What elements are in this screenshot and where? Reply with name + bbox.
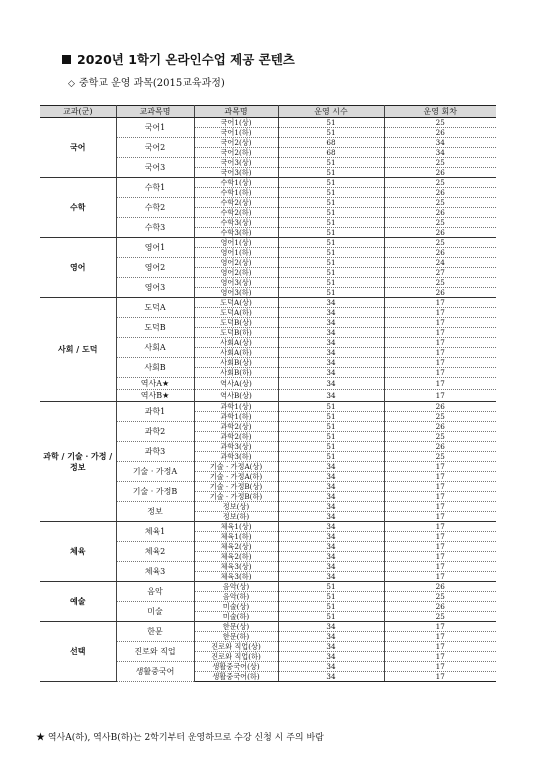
department-cell: 사회 / 도덕 [40,298,116,402]
subject-group-cell: 도덕A [116,298,194,318]
table-body [40,118,496,682]
hours-cell: 51 [278,208,384,218]
sessions-cell: 17 [384,390,496,402]
hours-cell: 34 [278,672,384,682]
course-name-cell: 미술(하) [194,612,278,622]
course-name-cell: 사회A(하) [194,348,278,358]
course-name-cell: 진로와 직업(상) [194,642,278,652]
sessions-cell: 17 [384,348,496,358]
hours-cell: 51 [278,258,384,268]
sessions-cell: 17 [384,642,496,652]
table-row [40,298,496,308]
subject-group-cell: 영어1 [116,238,194,258]
square-bullet-icon [62,55,71,64]
sessions-cell: 17 [384,632,496,642]
hours-cell: 34 [278,532,384,542]
subject-group-cell: 수학1 [116,178,194,198]
hours-cell: 51 [278,218,384,228]
course-name-cell: 음악(하) [194,592,278,602]
course-name-cell: 기술 · 가정B(하) [194,492,278,502]
sessions-cell: 17 [384,492,496,502]
course-name-cell: 정보(상) [194,502,278,512]
hours-cell: 34 [278,662,384,672]
hours-cell: 51 [278,422,384,432]
hours-cell: 34 [278,652,384,662]
hours-cell: 51 [278,268,384,278]
sessions-cell: 17 [384,308,496,318]
diamond-bullet-icon: ◇ [68,79,75,89]
sessions-cell: 25 [384,278,496,288]
hours-cell: 34 [278,328,384,338]
footnote: ★ 역사A(하), 역사B(하)는 2학기부터 운영하므로 수강 신청 시 주의 바람 [36,733,324,743]
hours-cell: 51 [278,158,384,168]
course-name-cell: 영어2(상) [194,258,278,268]
course-name-cell: 도덕B(상) [194,318,278,328]
hours-cell: 51 [278,198,384,208]
course-name-cell: 체육3(하) [194,572,278,582]
subject-group-cell: 도덕B [116,318,194,338]
subject-group-cell: 과학2 [116,422,194,442]
course-name-cell: 국어3(상) [194,158,278,168]
hours-cell: 51 [278,238,384,248]
sessions-cell: 17 [384,502,496,512]
course-name-cell: 미술(상) [194,602,278,612]
course-name-cell: 수학2(상) [194,198,278,208]
sessions-cell: 25 [384,178,496,188]
hours-cell: 34 [278,562,384,572]
course-name-cell: 생활중국어(상) [194,662,278,672]
hours-cell: 34 [278,622,384,632]
sessions-cell: 17 [384,358,496,368]
sessions-cell: 26 [384,188,496,198]
sessions-cell: 17 [384,512,496,522]
sessions-cell: 17 [384,298,496,308]
sessions-cell: 17 [384,338,496,348]
subject-group-cell: 역사B★ [116,390,194,402]
hours-cell: 34 [278,502,384,512]
table-row [40,622,496,632]
sessions-cell: 26 [384,582,496,592]
course-name-cell: 국어1(상) [194,118,278,128]
subject-group-cell: 음악 [116,582,194,602]
course-name-cell: 역사A(상) [194,378,278,390]
subject-group-cell: 수학3 [116,218,194,238]
sessions-cell: 25 [384,612,496,622]
subject-group-cell: 국어3 [116,158,194,178]
sessions-cell: 17 [384,522,496,532]
sessions-cell: 26 [384,208,496,218]
sessions-cell: 25 [384,452,496,462]
subject-group-cell: 국어2 [116,138,194,158]
hours-cell: 51 [278,248,384,258]
hours-cell: 51 [278,178,384,188]
course-name-cell: 국어2(상) [194,138,278,148]
table-row [40,582,496,592]
sessions-cell: 17 [384,622,496,632]
sessions-cell: 17 [384,662,496,672]
hours-cell: 34 [278,482,384,492]
subject-group-cell: 기술 · 가정A [116,462,194,482]
hours-cell: 34 [278,348,384,358]
sessions-cell: 17 [384,368,496,378]
hours-cell: 51 [278,128,384,138]
hours-cell: 34 [278,358,384,368]
header-sessions: 운영 회차 [384,106,496,118]
header-subject-group: 교과목명 [116,106,194,118]
hours-cell: 34 [278,492,384,502]
hours-cell: 51 [278,412,384,422]
subject-group-cell: 영어2 [116,258,194,278]
hours-cell: 34 [278,552,384,562]
course-name-cell: 국어3(하) [194,168,278,178]
hours-cell: 51 [278,452,384,462]
page-subtitle [68,74,225,89]
sessions-cell: 26 [384,288,496,298]
course-name-cell: 생활중국어(하) [194,672,278,682]
sessions-cell: 17 [384,472,496,482]
sessions-cell: 17 [384,552,496,562]
sessions-cell: 25 [384,118,496,128]
hours-cell: 34 [278,298,384,308]
subject-group-cell: 진로와 직업 [116,642,194,662]
sessions-cell: 25 [384,218,496,228]
course-name-cell: 사회B(하) [194,368,278,378]
course-name-cell: 과학3(하) [194,452,278,462]
hours-cell: 51 [278,278,384,288]
sessions-cell: 25 [384,158,496,168]
department-cell: 수학 [40,178,116,238]
page-title-text: 2020년 1학기 온라인수업 제공 콘텐츠 [77,52,295,67]
subject-group-cell: 생활중국어 [116,662,194,682]
course-name-cell: 과학2(하) [194,432,278,442]
header-hours: 운영 시수 [278,106,384,118]
sessions-cell: 17 [384,532,496,542]
course-name-cell: 국어2(하) [194,148,278,158]
hours-cell: 34 [278,542,384,552]
course-name-cell: 한문(상) [194,622,278,632]
sessions-cell: 17 [384,378,496,390]
hours-cell: 51 [278,168,384,178]
subject-group-cell: 체육3 [116,562,194,582]
header-course-name: 과목명 [194,106,278,118]
table-row [40,402,496,412]
course-name-cell: 과학1(상) [194,402,278,412]
sessions-cell: 17 [384,652,496,662]
department-cell: 예술 [40,582,116,622]
course-name-cell: 체육1(상) [194,522,278,532]
subject-group-cell: 역사A★ [116,378,194,390]
page-title [62,50,295,68]
hours-cell: 51 [278,402,384,412]
subject-group-cell: 과학3 [116,442,194,462]
table-row [40,522,496,532]
hours-cell: 51 [278,432,384,442]
course-name-cell: 영어3(상) [194,278,278,288]
course-name-cell: 기술 · 가정B(상) [194,482,278,492]
hours-cell: 51 [278,288,384,298]
department-cell: 체육 [40,522,116,582]
sessions-cell: 25 [384,238,496,248]
sessions-cell: 17 [384,572,496,582]
hours-cell: 34 [278,462,384,472]
hours-cell: 51 [278,582,384,592]
course-name-cell: 한문(하) [194,632,278,642]
hours-cell: 51 [278,612,384,622]
sessions-cell: 26 [384,442,496,452]
sessions-cell: 34 [384,138,496,148]
sessions-cell: 27 [384,268,496,278]
sessions-cell: 26 [384,602,496,612]
hours-cell: 51 [278,602,384,612]
sessions-cell: 26 [384,128,496,138]
sessions-cell: 17 [384,482,496,492]
course-name-cell: 수학3(상) [194,218,278,228]
course-name-cell: 국어1(하) [194,128,278,138]
sessions-cell: 34 [384,148,496,158]
course-name-cell: 영어2(하) [194,268,278,278]
hours-cell: 34 [278,338,384,348]
course-name-cell: 역사B(상) [194,390,278,402]
subject-group-cell: 수학2 [116,198,194,218]
sessions-cell: 25 [384,432,496,442]
hours-cell: 51 [278,228,384,238]
course-name-cell: 과학2(상) [194,422,278,432]
course-name-cell: 수학1(하) [194,188,278,198]
course-name-cell: 음악(상) [194,582,278,592]
subject-group-cell: 체육2 [116,542,194,562]
subject-group-cell: 한문 [116,622,194,642]
hours-cell: 51 [278,442,384,452]
course-name-cell: 기술 · 가정A(하) [194,472,278,482]
subject-group-cell: 영어3 [116,278,194,298]
course-name-cell: 과학1(하) [194,412,278,422]
course-name-cell: 진로와 직업(하) [194,652,278,662]
sessions-cell: 25 [384,198,496,208]
sessions-cell: 17 [384,542,496,552]
hours-cell: 51 [278,118,384,128]
hours-cell: 34 [278,472,384,482]
course-name-cell: 수학2(하) [194,208,278,218]
hours-cell: 34 [278,390,384,402]
course-name-cell: 기술 · 가정A(상) [194,462,278,472]
subject-group-cell: 국어1 [116,118,194,138]
course-name-cell: 사회A(상) [194,338,278,348]
hours-cell: 34 [278,308,384,318]
hours-cell: 51 [278,592,384,602]
subject-group-cell: 정보 [116,502,194,522]
course-name-cell: 도덕A(상) [194,298,278,308]
course-name-cell: 체육2(상) [194,542,278,552]
table-row [40,178,496,188]
hours-cell: 34 [278,512,384,522]
course-name-cell: 도덕B(하) [194,328,278,338]
hours-cell: 51 [278,188,384,198]
hours-cell: 68 [278,148,384,158]
sessions-cell: 26 [384,168,496,178]
subject-group-cell: 기술 · 가정B [116,482,194,502]
department-cell: 선택 [40,622,116,682]
course-name-cell: 도덕A(하) [194,308,278,318]
hours-cell: 34 [278,522,384,532]
course-name-cell: 영어3(하) [194,288,278,298]
subject-group-cell: 체육1 [116,522,194,542]
course-name-cell: 수학1(상) [194,178,278,188]
hours-cell: 34 [278,318,384,328]
sessions-cell: 17 [384,328,496,338]
table-row [40,238,496,248]
course-name-cell: 수학3(하) [194,228,278,238]
course-schedule-table [40,105,496,682]
course-name-cell: 정보(하) [194,512,278,522]
course-name-cell: 체육1(하) [194,532,278,542]
table-row [40,118,496,128]
department-cell: 영어 [40,238,116,298]
sessions-cell: 24 [384,258,496,268]
sessions-cell: 25 [384,592,496,602]
hours-cell: 34 [278,572,384,582]
hours-cell: 34 [278,632,384,642]
sessions-cell: 17 [384,672,496,682]
page-subtitle-text: 중학교 운영 과목(2015교육과정) [78,78,225,89]
course-name-cell: 영어1(상) [194,238,278,248]
sessions-cell: 26 [384,248,496,258]
subject-group-cell: 사회B [116,358,194,378]
sessions-cell: 26 [384,402,496,412]
sessions-cell: 26 [384,228,496,238]
hours-cell: 68 [278,138,384,148]
course-name-cell: 영어1(하) [194,248,278,258]
subject-group-cell: 미술 [116,602,194,622]
hours-cell: 34 [278,642,384,652]
table-header-row [40,106,496,118]
subject-group-cell: 사회A [116,338,194,358]
sessions-cell: 17 [384,462,496,472]
course-name-cell: 체육2(하) [194,552,278,562]
header-department: 교과(군) [40,106,116,118]
course-name-cell: 체육3(상) [194,562,278,572]
hours-cell: 34 [278,368,384,378]
department-cell: 과학 / 기술 · 가정 / 정보 [40,402,116,522]
course-name-cell: 과학3(상) [194,442,278,452]
sessions-cell: 26 [384,422,496,432]
hours-cell: 34 [278,378,384,390]
subject-group-cell: 과학1 [116,402,194,422]
sessions-cell: 17 [384,318,496,328]
sessions-cell: 17 [384,562,496,572]
department-cell: 국어 [40,118,116,178]
course-name-cell: 사회B(상) [194,358,278,368]
sessions-cell: 25 [384,412,496,422]
